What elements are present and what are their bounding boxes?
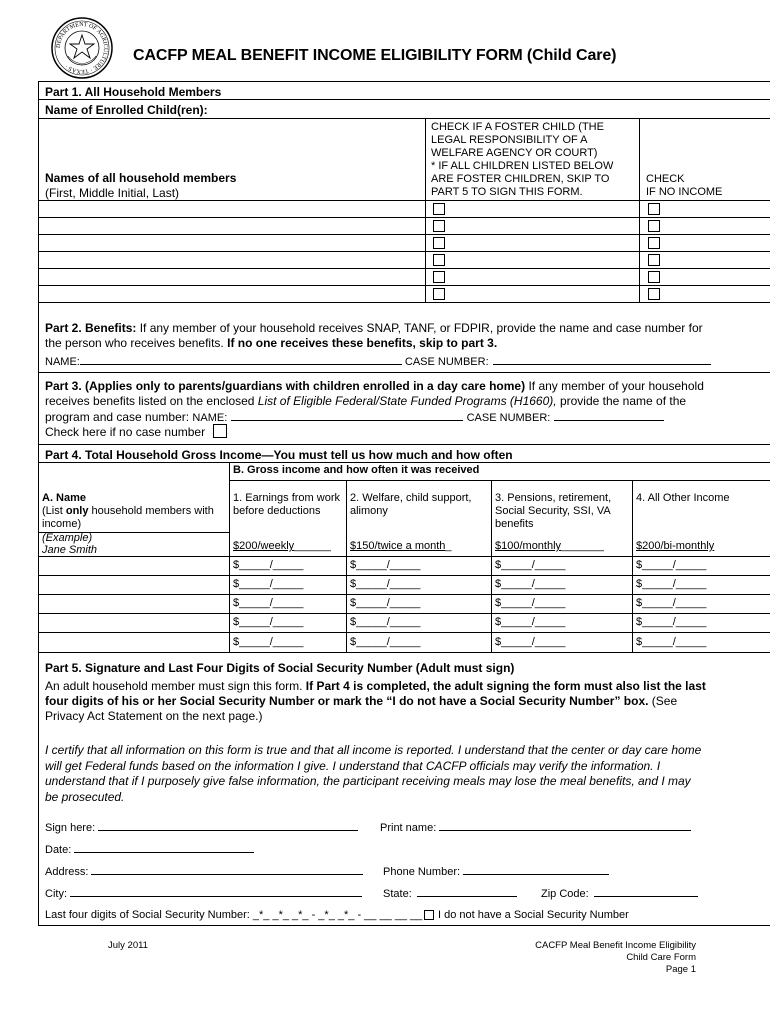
income-cell[interactable]: $_____/_____ [636, 559, 707, 571]
zip-field[interactable] [594, 885, 698, 897]
foster-checkbox-2[interactable] [433, 220, 445, 232]
part2-case-number-field[interactable] [493, 353, 711, 365]
eligibility-form [38, 81, 770, 926]
date-row: Date: [45, 841, 254, 857]
part4-a-name-header: A. Name (List only household members with income) [42, 492, 214, 530]
income-cell[interactable]: $_____/_____ [350, 616, 421, 628]
income-cell[interactable]: $_____/_____ [233, 616, 304, 628]
part5-heading: Part 5. Signature and Last Four Digits of Social Security Number (Adult must sign) [45, 661, 515, 675]
enrolled-children-label: Name of Enrolled Child(ren): [45, 103, 208, 117]
part2-name-field[interactable] [80, 353, 402, 365]
part2-fields: NAME: CASE NUMBER: [45, 353, 711, 369]
example-welfare: $150/twice a month_ [350, 540, 452, 552]
certification-statement: I certify that all information on this form is true and that all income is reported. I understand that the center or day care home will get Federal funds based on the information I give. I understand that CACFP officials may verify the information. I understand that if I purposely give false information, the participant receiving meals may lose the meal benefits, and I may be prosecuted. [45, 743, 702, 804]
example-pensions: $100/monthly_______ [495, 540, 604, 552]
income-cell[interactable]: $_____/_____ [350, 559, 421, 571]
part4-b-header: B. Gross income and how often it was received [233, 464, 480, 476]
city-field[interactable] [70, 885, 362, 897]
income-cell[interactable]: $_____/_____ [350, 636, 421, 648]
example-label: (Example) [42, 532, 93, 544]
foster-checkbox-1[interactable] [433, 203, 445, 215]
print-name-row: Print name: [380, 819, 691, 835]
part2-text: Part 2. Benefits: If any member of your household receives SNAP, TANF, or FDPIR, provide the name and case number for [45, 321, 703, 335]
income-cell[interactable]: $_____/_____ [495, 578, 566, 590]
address-row: Address: [45, 863, 363, 879]
part1-heading: Part 1. All Household Members [45, 85, 222, 99]
print-name-field[interactable] [439, 819, 691, 831]
state-field[interactable] [417, 885, 517, 897]
no-ssn-label: I do not have a Social Security Number [438, 909, 629, 921]
no-income-checkbox-4[interactable] [648, 254, 660, 266]
sign-here-row: Sign here: [45, 819, 358, 835]
ssn-row: Last four digits of Social Security Number: _*_ _*_ _*_ - _*_ _*_ - __ __ __ __ [45, 909, 423, 921]
household-members-label: Names of all household members [45, 171, 237, 185]
income-cell[interactable]: $_____/_____ [350, 597, 421, 609]
no-income-checkbox-1[interactable] [648, 203, 660, 215]
income-cell[interactable]: $_____/_____ [350, 578, 421, 590]
example-other: $200/bi-monthly [636, 540, 715, 552]
no-income-checkbox-3[interactable] [648, 237, 660, 249]
income-cell[interactable]: $_____/_____ [636, 636, 707, 648]
foster-child-header: CHECK IF A FOSTER CHILD (THE LEGAL RESPONSIBILITY OF A WELFARE AGENCY OR COURT) * IF ALL CHILDREN LISTED BELOW ARE FOSTER CHILDREN, SKIP TO PART 5 TO SIGN THIS FORM. [431, 121, 614, 198]
address-field[interactable] [91, 863, 363, 875]
phone-row: Phone Number: [383, 863, 609, 879]
part3-case-number-field[interactable] [554, 409, 664, 421]
part3-name-field[interactable] [231, 409, 463, 421]
state-row: State: [383, 885, 517, 901]
foster-checkbox-6[interactable] [433, 288, 445, 300]
income-cell[interactable]: $_____/_____ [495, 616, 566, 628]
income-cell[interactable]: $_____/_____ [495, 636, 566, 648]
income-cell[interactable]: $_____/_____ [636, 597, 707, 609]
income-cell[interactable]: $_____/_____ [636, 616, 707, 628]
no-income-checkbox-2[interactable] [648, 220, 660, 232]
income-cell[interactable]: $_____/_____ [233, 636, 304, 648]
texas-agriculture-seal [50, 16, 114, 80]
income-cell[interactable]: $_____/_____ [495, 559, 566, 571]
no-income-checkbox-6[interactable] [648, 288, 660, 300]
svg-text:DEPARTMENT OF AGRICULTURE · TE: DEPARTMENT OF AGRICULTURE · TEXAS · [55, 21, 109, 75]
foster-checkbox-3[interactable] [433, 237, 445, 249]
household-members-sublabel: (First, Middle Initial, Last) [45, 186, 180, 200]
part4-col2-header: 2. Welfare, child support, alimony [350, 492, 472, 517]
income-cell[interactable]: $_____/_____ [636, 578, 707, 590]
part4-col4-header: 4. All Other Income [636, 492, 730, 504]
example-name: Jane Smith [42, 544, 98, 556]
date-field[interactable] [74, 841, 254, 853]
part2-text-2: the person who receives benefits. If no one receives these benefits, skip to part 3. [45, 336, 498, 350]
income-cell[interactable]: $_____/_____ [233, 578, 304, 590]
part3-text-3: program and case number: NAME: CASE NUMBER: [45, 409, 664, 425]
example-earnings: $200/weekly______ [233, 540, 331, 552]
part4-col1-header: 1. Earnings from work before deductions [233, 492, 340, 517]
foster-checkbox-4[interactable] [433, 254, 445, 266]
part4-col3-header: 3. Pensions, retirement, Social Security, SSI, VA benefits [495, 492, 612, 530]
foster-checkbox-5[interactable] [433, 271, 445, 283]
signature-field[interactable] [98, 819, 358, 831]
no-income-header: CHECK IF NO INCOME [646, 173, 723, 198]
city-row: City: [45, 885, 362, 901]
income-cell[interactable]: $_____/_____ [233, 597, 304, 609]
part3-no-case-label: Check here if no case number [45, 425, 206, 439]
income-cell[interactable]: $_____/_____ [495, 597, 566, 609]
ssn-field[interactable]: _*_ _*_ _*_ - _*_ _*_ - __ __ __ __ [252, 909, 423, 921]
no-ssn-checkbox[interactable] [424, 910, 434, 920]
footer-date: July 2011 [108, 940, 148, 951]
part5-instructions: An adult household member must sign this form. If Part 4 is completed, the adult signing the form must also list the last four digits of his or her Social Security Number or mark the “I do not have a Social Security Number” box. (See Privacy Act Statement on the next page.) [45, 679, 706, 723]
income-cell[interactable]: $_____/_____ [233, 559, 304, 571]
no-case-number-checkbox[interactable] [213, 424, 227, 438]
part3-text-1: Part 3. (Applies only to parents/guardians with children enrolled in a day care home) If any member of your household [45, 379, 704, 393]
form-title: CACFP MEAL BENEFIT INCOME ELIGIBILITY FORM (Child Care) [133, 47, 617, 64]
footer-form-info: CACFP Meal Benefit Income Eligibility Child Care Form Page 1 [535, 940, 696, 975]
zip-row: Zip Code: [541, 885, 698, 901]
no-income-checkbox-5[interactable] [648, 271, 660, 283]
part3-text-2: receives benefits listed on the enclosed List of Eligible Federal/State Funded Programs (H1660), provide the name of the [45, 394, 687, 408]
phone-field[interactable] [463, 863, 609, 875]
part4-heading: Part 4. Total Household Gross Income—You must tell us how much and how often [45, 448, 513, 462]
